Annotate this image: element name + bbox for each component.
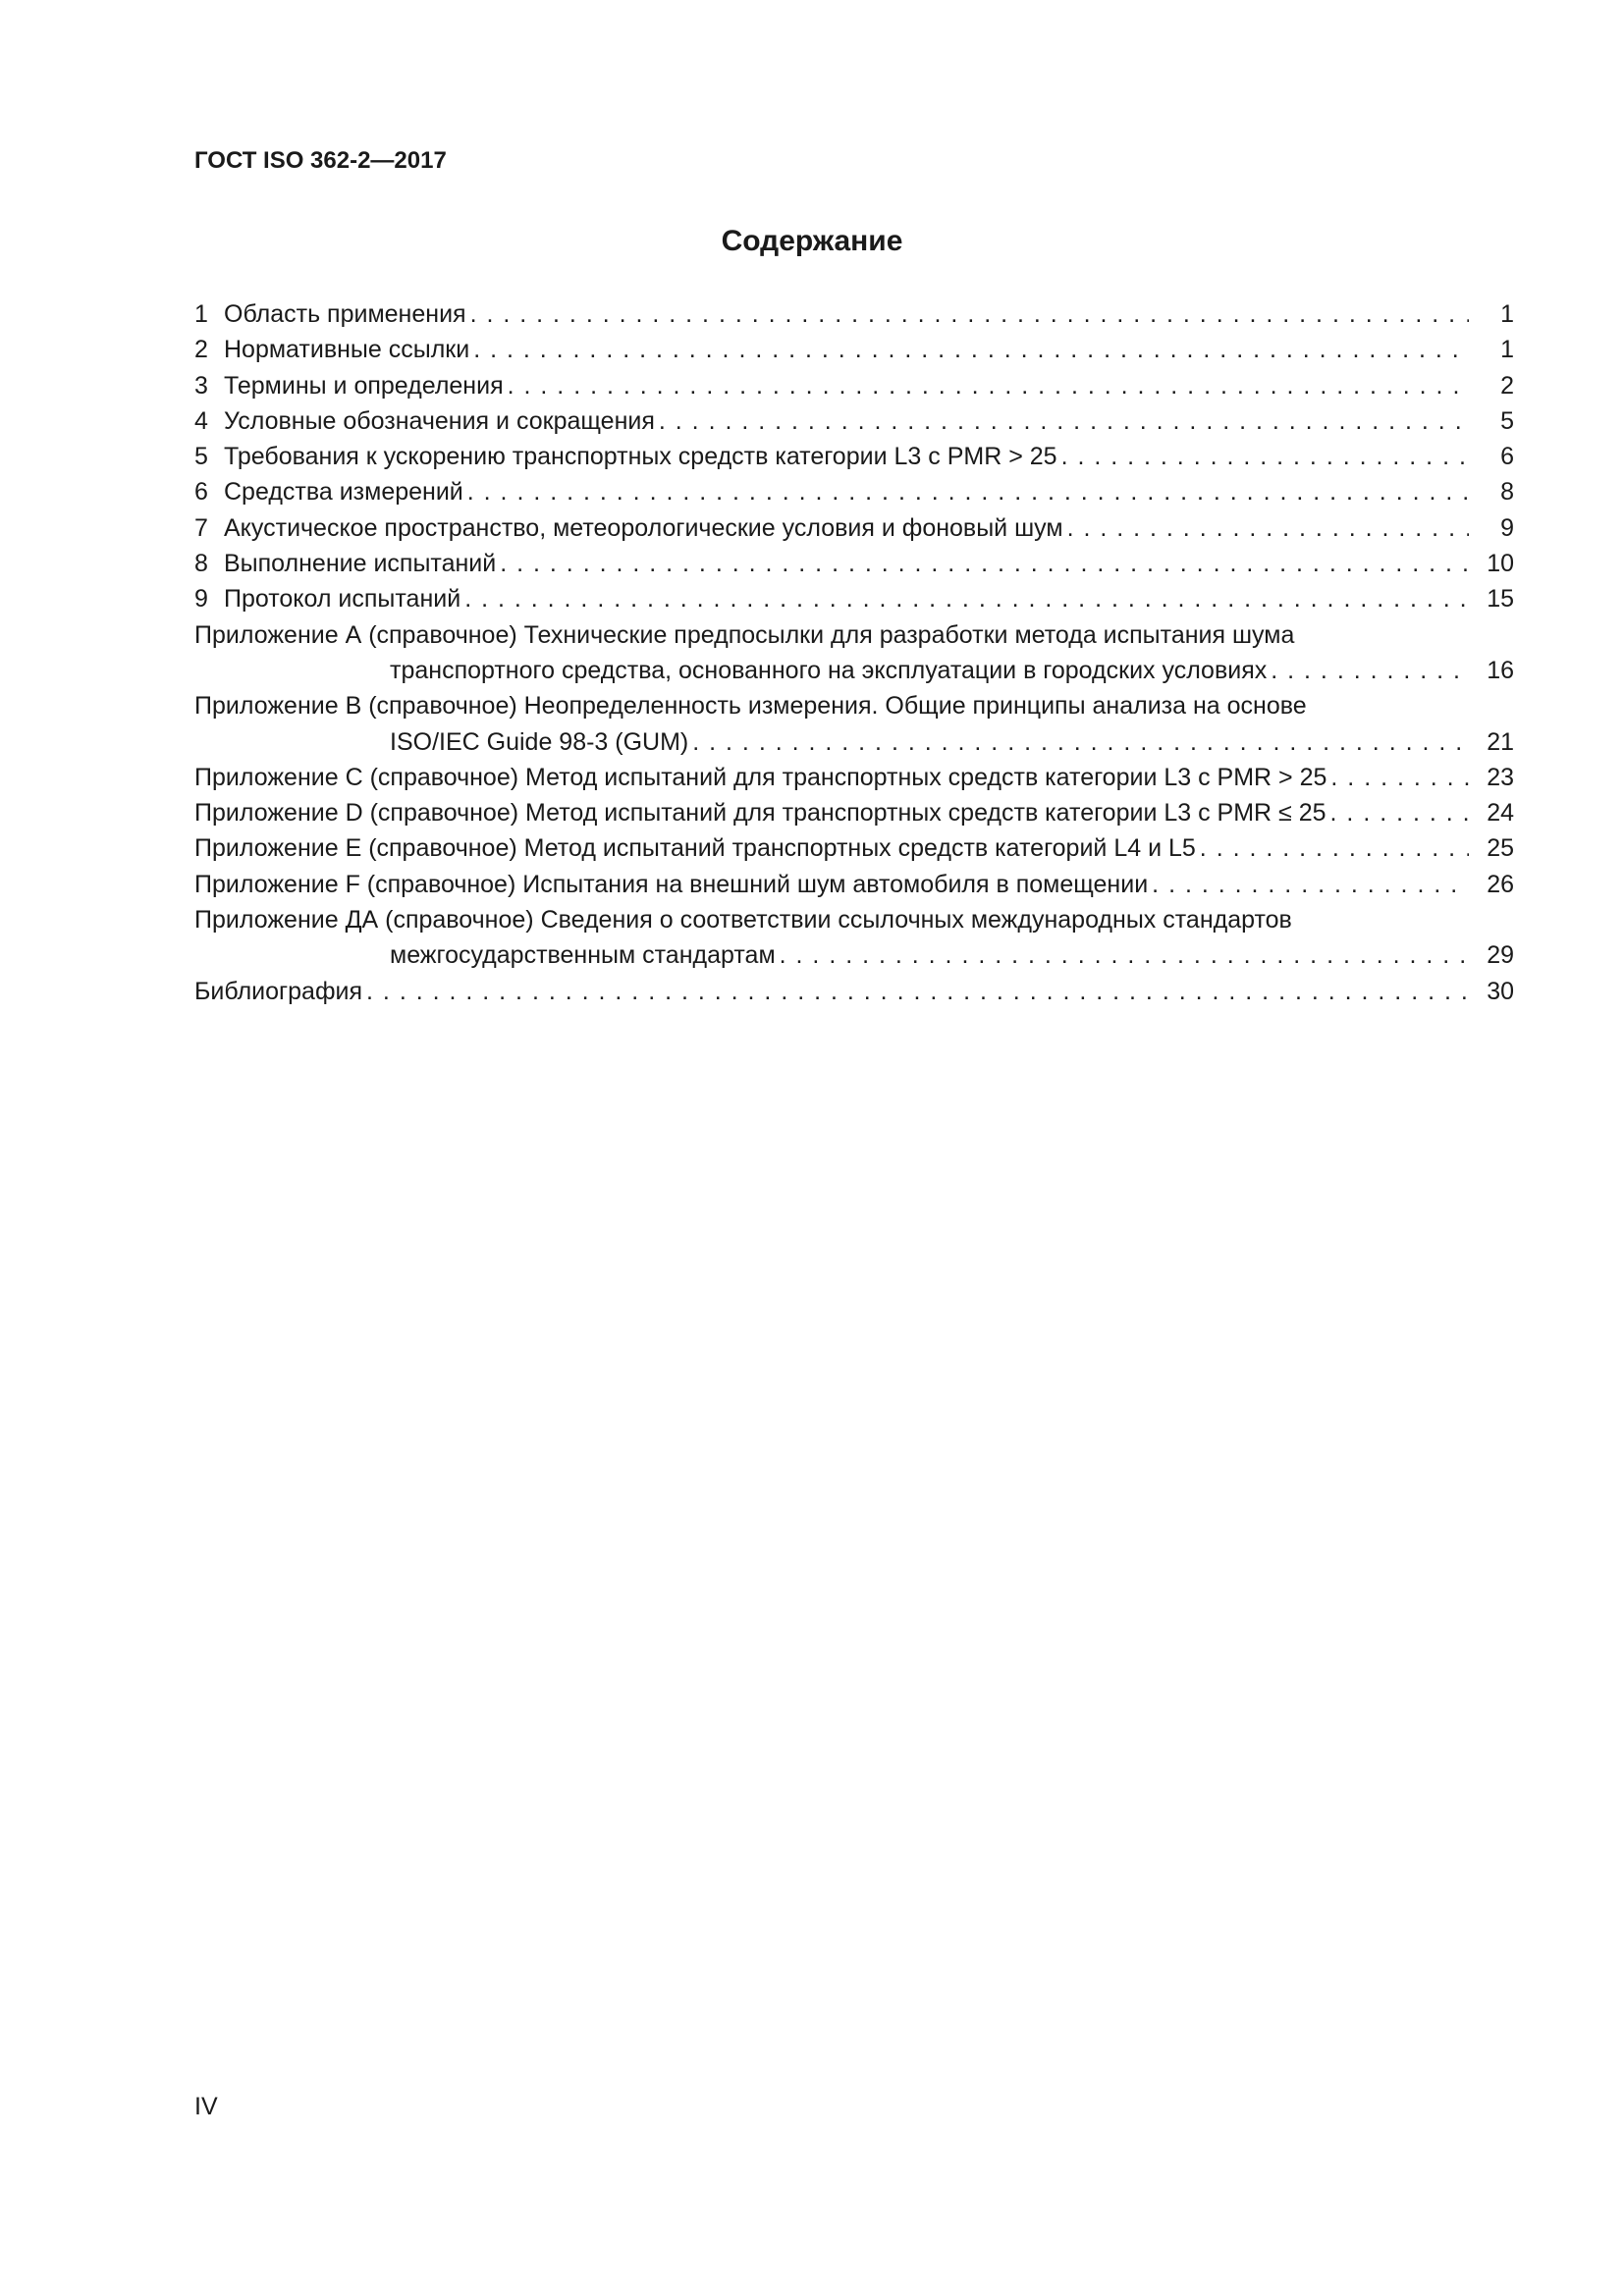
toc-entry-page: 1	[1500, 336, 1514, 364]
toc-entry-number: 4	[194, 406, 208, 435]
toc-entry[interactable]	[194, 581, 1514, 616]
toc-title: Содержание	[721, 225, 903, 257]
dot-leader	[1330, 760, 1469, 795]
dot-leader	[659, 403, 1469, 439]
toc-entry-page: 2	[1500, 371, 1514, 400]
dot-leader	[1067, 510, 1469, 546]
toc-entry-page: 26	[1487, 870, 1514, 898]
toc-entry-page: 29	[1487, 941, 1514, 970]
toc-entry-appendix-a-line2[interactable]	[194, 653, 1514, 688]
dot-leader	[1330, 795, 1469, 830]
toc-entry[interactable]	[194, 332, 1514, 367]
toc-entry-appendix-c[interactable]	[194, 760, 1514, 795]
toc-entry[interactable]	[194, 474, 1514, 509]
toc-entry-number: 5	[194, 443, 208, 471]
toc-entry-page: 23	[1487, 763, 1514, 791]
toc-entry-title: Условные обозначения и сокращения	[224, 406, 655, 435]
toc-entry[interactable]	[194, 510, 1514, 546]
dot-leader	[470, 296, 1469, 332]
toc-entry-appendix-e[interactable]	[194, 830, 1514, 866]
document-code: ГОСТ ISO 362-2—2017	[194, 147, 447, 174]
toc-entry-title: Акустическое пространство, метеорологические условия и фоновый шум	[224, 513, 1063, 542]
dot-leader	[692, 724, 1469, 760]
toc-entry-title-continued: ISO/IEC Guide 98-3 (GUM)	[390, 727, 689, 756]
dot-leader	[464, 581, 1469, 616]
toc-entry-bibliography[interactable]	[194, 974, 1514, 1009]
toc-entry-page: 9	[1500, 513, 1514, 542]
toc-entry-page: 5	[1500, 406, 1514, 435]
table-of-contents	[194, 296, 1514, 1009]
toc-entry[interactable]	[194, 439, 1514, 474]
dot-leader	[500, 546, 1469, 581]
toc-entry-number: 3	[194, 371, 208, 400]
toc-entry-appendix-b-line1[interactable]	[194, 688, 1514, 723]
toc-entry-title-continued: межгосударственным стандартам	[390, 941, 776, 970]
toc-entry-number: 1	[194, 300, 208, 328]
toc-entry-page: 8	[1500, 478, 1514, 507]
toc-entry-page: 6	[1500, 443, 1514, 471]
toc-entry-appendix-a-line1[interactable]	[194, 617, 1514, 653]
toc-entry-title: Выполнение испытаний	[224, 550, 497, 578]
toc-entry-appendix-f[interactable]	[194, 867, 1514, 902]
toc-entry-title: Приложение D (справочное) Метод испытаний для транспортных средств категории L3 с PMR ≤ 25	[194, 799, 1326, 828]
dot-leader	[508, 368, 1469, 403]
toc-entry-title: Требования к ускорению транспортных средств категории L3 с PMR > 25	[224, 443, 1057, 471]
toc-entry-page: 15	[1487, 585, 1514, 614]
toc-entry-title: Приложение С (справочное) Метод испытаний для транспортных средств категории L3 с PMR > 25	[194, 763, 1327, 791]
toc-entry-appendix-da-line1[interactable]	[194, 902, 1514, 937]
toc-entry-number: 2	[194, 336, 208, 364]
dot-leader	[780, 937, 1469, 973]
dot-leader	[1061, 439, 1469, 474]
dot-leader	[473, 332, 1469, 367]
toc-entry-title: Приложение ДА (справочное) Сведения о соответствии ссылочных международных стандартов	[194, 906, 1292, 934]
toc-entry-page: 1	[1500, 300, 1514, 328]
toc-entry-title: Нормативные ссылки	[224, 336, 470, 364]
dot-leader	[467, 474, 1469, 509]
toc-entry-page: 21	[1487, 727, 1514, 756]
toc-entry-number: 8	[194, 550, 208, 578]
toc-entry-title: Область применения	[224, 300, 466, 328]
toc-entry-title: Библиография	[194, 977, 363, 1005]
toc-entry[interactable]	[194, 546, 1514, 581]
page-number: IV	[194, 2093, 218, 2120]
toc-entry[interactable]	[194, 296, 1514, 332]
dot-leader	[1271, 653, 1469, 688]
toc-entry-title: Приложение А (справочное) Технические предпосылки для разработки метода испытания шума	[194, 620, 1295, 649]
toc-entry-title-continued: транспортного средства, основанного на эксплуатации в городских условиях	[390, 656, 1268, 684]
toc-entry-page: 16	[1487, 656, 1514, 684]
dot-leader	[1200, 830, 1469, 866]
toc-entry-page: 10	[1487, 550, 1514, 578]
toc-entry-number: 6	[194, 478, 208, 507]
toc-entry-title: Термины и определения	[224, 371, 504, 400]
toc-entry-number: 9	[194, 585, 208, 614]
toc-entry-page: 24	[1487, 799, 1514, 828]
toc-entry[interactable]	[194, 368, 1514, 403]
dot-leader	[366, 974, 1469, 1009]
toc-entry-appendix-da-line2[interactable]	[194, 937, 1514, 973]
toc-entry-appendix-b-line2[interactable]	[194, 724, 1514, 760]
toc-entry-page: 25	[1487, 834, 1514, 863]
toc-entry-number: 7	[194, 513, 208, 542]
toc-entry-title: Средства измерений	[224, 478, 463, 507]
toc-entry-title: Приложение F (справочное) Испытания на внешний шум автомобиля в помещении	[194, 870, 1149, 898]
toc-entry-appendix-d[interactable]	[194, 795, 1514, 830]
dot-leader	[1152, 867, 1469, 902]
toc-entry-title: Приложение В (справочное) Неопределенность измерения. Общие принципы анализа на основе	[194, 692, 1307, 721]
toc-entry-page: 30	[1487, 977, 1514, 1005]
toc-entry-title: Протокол испытаний	[224, 585, 461, 614]
toc-entry-title: Приложение Е (справочное) Метод испытаний транспортных средств категорий L4 и L5	[194, 834, 1196, 863]
toc-entry[interactable]	[194, 403, 1514, 439]
